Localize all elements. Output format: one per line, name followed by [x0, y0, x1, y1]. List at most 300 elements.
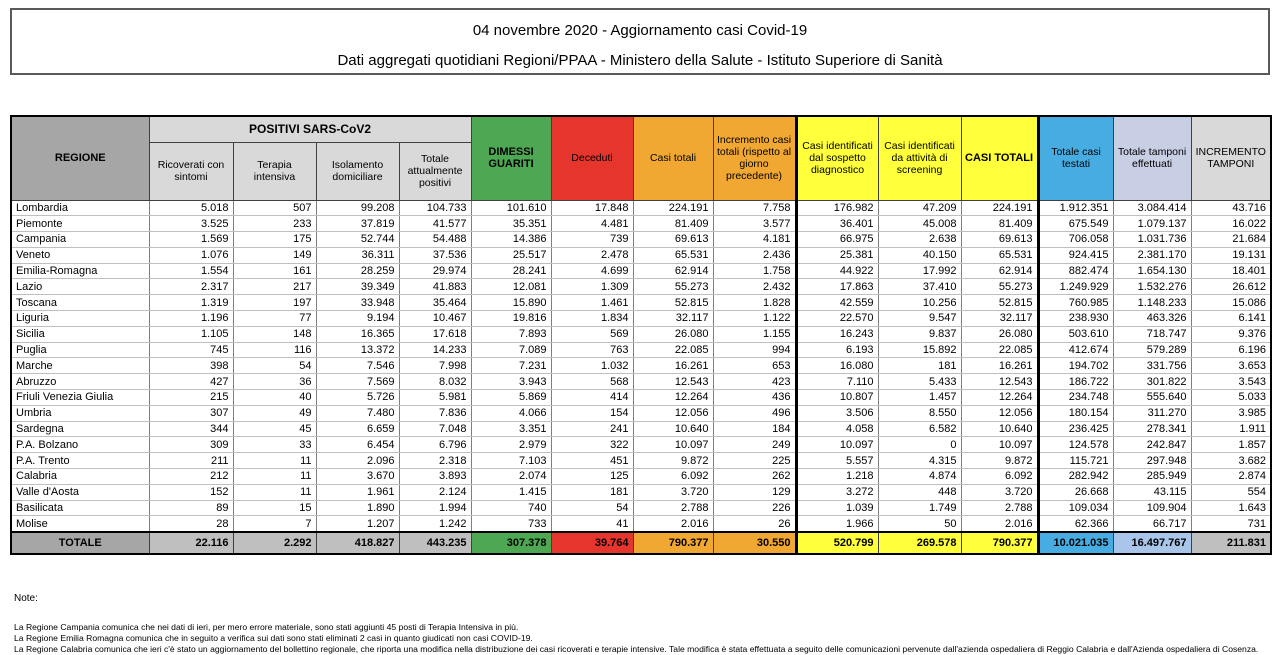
cell-incremento-casi-totali: 226 [713, 500, 796, 516]
page-subtitle: Dati aggregati quotidiani Regioni/PPAA - Ministero della Salute - Istituto Superiore di Sanità [337, 52, 943, 69]
cell-casi-screening: 6.582 [878, 421, 961, 437]
cell-incremento-tamponi: 3.543 [1191, 374, 1271, 390]
cell-casi-sospetto-diagnostico: 10.097 [796, 437, 878, 453]
cell-incremento-casi-totali: 262 [713, 469, 796, 485]
note-line: La Regione Calabria comunica che ieri c'è stato un aggiornamento del bollettino regionale, che riporta una modifica nella distribuzione dei casi ricoverati e terapie intensive. Tale modifica è stata effettuata a seguito delle comunicazioni pervenute dall'azienda ospedaliera di Reggio Calabria e dall'Azienda ospedaliera di Cosenza. [14, 643, 1259, 654]
cell-deceduti: 125 [551, 469, 633, 485]
notes-body [14, 622, 1280, 655]
region-cell: Sicilia [11, 326, 149, 342]
cell-totale-tamponi-effettuati: 718.747 [1113, 326, 1191, 342]
cell-totale-attualmente-positivi: 6.796 [399, 437, 471, 453]
region-cell: Campania [11, 232, 149, 248]
cell-casi-sospetto-diagnostico: 16.243 [796, 326, 878, 342]
column-header-incremento-tamponi: INCREMENTO TAMPONI [1191, 116, 1271, 200]
column-header-totale-casi-testati: Totale casi testati [1038, 116, 1113, 200]
cell-casi-screening: 37.410 [878, 279, 961, 295]
cell-totale-casi-testati: 924.415 [1038, 247, 1113, 263]
cell-casi-sospetto-diagnostico: 4.058 [796, 421, 878, 437]
cell-totale-tamponi-effettuati: 311.270 [1113, 405, 1191, 421]
cell-casi-sospetto-diagnostico: 5.557 [796, 453, 878, 469]
cell-casi-screening: 9.837 [878, 326, 961, 342]
cell-totale-tamponi-effettuati: 1.532.276 [1113, 279, 1191, 295]
cell-casi-totali: 10.097 [633, 437, 713, 453]
region-cell: Umbria [11, 405, 149, 421]
region-cell: Veneto [11, 247, 149, 263]
cell-terapia-intensiva: 507 [233, 200, 316, 216]
totale-cell-casi-totali: 790.377 [633, 532, 713, 554]
totale-cell-casi-screening: 269.578 [878, 532, 961, 554]
cell-casi-totali-2: 16.261 [961, 358, 1038, 374]
column-header-regione: REGIONE [11, 116, 149, 200]
cell-casi-totali: 6.092 [633, 469, 713, 485]
cell-incremento-casi-totali: 225 [713, 453, 796, 469]
cell-incremento-casi-totali: 249 [713, 437, 796, 453]
table-row [11, 453, 1271, 469]
cell-totale-casi-testati: 62.366 [1038, 516, 1113, 532]
table-row [11, 263, 1271, 279]
cell-casi-sospetto-diagnostico: 1.039 [796, 500, 878, 516]
cell-casi-sospetto-diagnostico: 36.401 [796, 216, 878, 232]
cell-deceduti: 41 [551, 516, 633, 532]
cell-casi-totali-2: 65.531 [961, 247, 1038, 263]
table-row [11, 405, 1271, 421]
cell-terapia-intensiva: 15 [233, 500, 316, 516]
cell-casi-sospetto-diagnostico: 1.966 [796, 516, 878, 532]
cell-totale-attualmente-positivi: 2.124 [399, 484, 471, 500]
cell-incremento-tamponi: 26.612 [1191, 279, 1271, 295]
cell-totale-attualmente-positivi: 41.883 [399, 279, 471, 295]
cell-dimessi-guariti: 14.386 [471, 232, 551, 248]
cell-casi-totali: 2.016 [633, 516, 713, 532]
table-row [11, 279, 1271, 295]
cell-totale-casi-testati: 1.912.351 [1038, 200, 1113, 216]
table-row [11, 342, 1271, 358]
cell-incremento-casi-totali: 184 [713, 421, 796, 437]
cell-incremento-tamponi: 9.376 [1191, 326, 1271, 342]
cell-totale-tamponi-effettuati: 301.822 [1113, 374, 1191, 390]
region-cell: Marche [11, 358, 149, 374]
cell-incremento-tamponi: 731 [1191, 516, 1271, 532]
table-row [11, 311, 1271, 327]
cell-casi-screening: 448 [878, 484, 961, 500]
cell-totale-tamponi-effettuati: 1.079.137 [1113, 216, 1191, 232]
cell-casi-totali: 2.788 [633, 500, 713, 516]
cell-casi-totali-2: 32.117 [961, 311, 1038, 327]
cell-incremento-tamponi: 1.911 [1191, 421, 1271, 437]
cell-ricoverati-con-sintomi: 398 [149, 358, 233, 374]
cell-dimessi-guariti: 28.241 [471, 263, 551, 279]
cell-ricoverati-con-sintomi: 89 [149, 500, 233, 516]
table-row [11, 516, 1271, 532]
cell-isolamento-domiciliare: 33.948 [316, 295, 399, 311]
header-group-row [11, 116, 1271, 142]
cell-casi-screening: 50 [878, 516, 961, 532]
cell-totale-attualmente-positivi: 29.974 [399, 263, 471, 279]
region-cell: P.A. Trento [11, 453, 149, 469]
note-line: La Regione Emilia Romagna comunica che in seguito a verifica sui dati sono stati eliminati 2 casi in quanto giudicati non casi COVID-19. [14, 632, 533, 643]
cell-casi-screening: 0 [878, 437, 961, 453]
cell-casi-totali: 69.613 [633, 232, 713, 248]
cell-totale-casi-testati: 706.058 [1038, 232, 1113, 248]
cell-casi-totali: 52.815 [633, 295, 713, 311]
cell-casi-totali: 9.872 [633, 453, 713, 469]
table-row [11, 484, 1271, 500]
notes-title: Note: [14, 592, 38, 604]
cell-terapia-intensiva: 54 [233, 358, 316, 374]
cell-totale-tamponi-effettuati: 278.341 [1113, 421, 1191, 437]
cell-totale-casi-testati: 194.702 [1038, 358, 1113, 374]
region-cell: Liguria [11, 311, 149, 327]
cell-casi-totali-2: 224.191 [961, 200, 1038, 216]
region-cell: Toscana [11, 295, 149, 311]
cell-incremento-tamponi: 5.033 [1191, 390, 1271, 406]
column-header-casi-totali: Casi totali [633, 116, 713, 200]
cell-ricoverati-con-sintomi: 1.196 [149, 311, 233, 327]
cell-casi-totali-2: 22.085 [961, 342, 1038, 358]
cell-terapia-intensiva: 7 [233, 516, 316, 532]
cell-totale-tamponi-effettuati: 109.904 [1113, 500, 1191, 516]
cell-totale-tamponi-effettuati: 579.289 [1113, 342, 1191, 358]
table-row [11, 247, 1271, 263]
column-header-dimessi-guariti: DIMESSI GUARITI [471, 116, 551, 200]
cell-casi-totali-2: 52.815 [961, 295, 1038, 311]
cell-totale-tamponi-effettuati: 1.654.130 [1113, 263, 1191, 279]
totale-cell-terapia-intensiva: 2.292 [233, 532, 316, 554]
cell-isolamento-domiciliare: 37.819 [316, 216, 399, 232]
cell-isolamento-domiciliare: 36.311 [316, 247, 399, 263]
cell-ricoverati-con-sintomi: 215 [149, 390, 233, 406]
cell-totale-tamponi-effettuati: 2.381.170 [1113, 247, 1191, 263]
cell-casi-totali: 22.085 [633, 342, 713, 358]
cell-ricoverati-con-sintomi: 152 [149, 484, 233, 500]
table-row [11, 216, 1271, 232]
cell-casi-totali-2: 6.092 [961, 469, 1038, 485]
cell-incremento-tamponi: 6.196 [1191, 342, 1271, 358]
cell-dimessi-guariti: 2.074 [471, 469, 551, 485]
cell-deceduti: 568 [551, 374, 633, 390]
cell-totale-attualmente-positivi: 35.464 [399, 295, 471, 311]
cell-incremento-tamponi: 3.985 [1191, 405, 1271, 421]
cell-totale-casi-testati: 412.674 [1038, 342, 1113, 358]
cell-ricoverati-con-sintomi: 1.569 [149, 232, 233, 248]
cell-incremento-tamponi: 3.653 [1191, 358, 1271, 374]
cell-ricoverati-con-sintomi: 212 [149, 469, 233, 485]
cell-terapia-intensiva: 33 [233, 437, 316, 453]
cell-dimessi-guariti: 12.081 [471, 279, 551, 295]
cell-casi-totali: 32.117 [633, 311, 713, 327]
cell-totale-casi-testati: 180.154 [1038, 405, 1113, 421]
cell-casi-sospetto-diagnostico: 3.506 [796, 405, 878, 421]
cell-casi-totali: 12.264 [633, 390, 713, 406]
table-row [11, 358, 1271, 374]
cell-deceduti: 569 [551, 326, 633, 342]
cell-incremento-casi-totali: 1.828 [713, 295, 796, 311]
cell-totale-casi-testati: 503.610 [1038, 326, 1113, 342]
cell-deceduti: 1.461 [551, 295, 633, 311]
cell-totale-casi-testati: 238.930 [1038, 311, 1113, 327]
cell-isolamento-domiciliare: 5.726 [316, 390, 399, 406]
cell-casi-sospetto-diagnostico: 176.982 [796, 200, 878, 216]
cell-deceduti: 322 [551, 437, 633, 453]
cell-dimessi-guariti: 1.415 [471, 484, 551, 500]
column-header-isolamento-domiciliare: Isolamento domiciliare [316, 142, 399, 200]
cell-incremento-tamponi: 1.643 [1191, 500, 1271, 516]
cell-terapia-intensiva: 36 [233, 374, 316, 390]
cell-casi-screening: 8.550 [878, 405, 961, 421]
cell-totale-attualmente-positivi: 14.233 [399, 342, 471, 358]
cell-totale-attualmente-positivi: 7.048 [399, 421, 471, 437]
cell-casi-totali-2: 62.914 [961, 263, 1038, 279]
cell-casi-sospetto-diagnostico: 17.863 [796, 279, 878, 295]
cell-deceduti: 1.834 [551, 311, 633, 327]
cell-incremento-casi-totali: 4.181 [713, 232, 796, 248]
cell-casi-screening: 47.209 [878, 200, 961, 216]
cell-deceduti: 181 [551, 484, 633, 500]
cell-isolamento-domiciliare: 99.208 [316, 200, 399, 216]
region-cell: Friuli Venezia Giulia [11, 390, 149, 406]
cell-totale-casi-testati: 109.034 [1038, 500, 1113, 516]
cell-casi-totali-2: 81.409 [961, 216, 1038, 232]
cell-incremento-casi-totali: 496 [713, 405, 796, 421]
cell-dimessi-guariti: 25.517 [471, 247, 551, 263]
cell-totale-attualmente-positivi: 17.618 [399, 326, 471, 342]
table-row [11, 295, 1271, 311]
region-cell: Calabria [11, 469, 149, 485]
cell-totale-attualmente-positivi: 2.318 [399, 453, 471, 469]
cell-terapia-intensiva: 11 [233, 453, 316, 469]
cell-casi-totali-2: 9.872 [961, 453, 1038, 469]
cell-totale-tamponi-effettuati: 43.115 [1113, 484, 1191, 500]
cell-ricoverati-con-sintomi: 2.317 [149, 279, 233, 295]
cell-incremento-tamponi: 15.086 [1191, 295, 1271, 311]
cell-ricoverati-con-sintomi: 5.018 [149, 200, 233, 216]
cell-incremento-tamponi: 3.682 [1191, 453, 1271, 469]
totale-cell-deceduti: 39.764 [551, 532, 633, 554]
cell-isolamento-domiciliare: 28.259 [316, 263, 399, 279]
cell-dimessi-guariti: 740 [471, 500, 551, 516]
cell-casi-screening: 40.150 [878, 247, 961, 263]
cell-dimessi-guariti: 733 [471, 516, 551, 532]
cell-totale-tamponi-effettuati: 3.084.414 [1113, 200, 1191, 216]
column-header-totale-attualmente-positivi: Totale attualmente positivi [399, 142, 471, 200]
cell-isolamento-domiciliare: 7.569 [316, 374, 399, 390]
cell-dimessi-guariti: 3.943 [471, 374, 551, 390]
cell-isolamento-domiciliare: 6.454 [316, 437, 399, 453]
cell-incremento-casi-totali: 653 [713, 358, 796, 374]
cell-terapia-intensiva: 148 [233, 326, 316, 342]
cell-deceduti: 739 [551, 232, 633, 248]
table-row [11, 326, 1271, 342]
cell-ricoverati-con-sintomi: 28 [149, 516, 233, 532]
totale-cell-totale-attualmente-positivi: 443.235 [399, 532, 471, 554]
cell-totale-casi-testati: 882.474 [1038, 263, 1113, 279]
cell-incremento-casi-totali: 3.577 [713, 216, 796, 232]
totale-cell-totale-tamponi-effettuati: 16.497.767 [1113, 532, 1191, 554]
cell-totale-tamponi-effettuati: 555.640 [1113, 390, 1191, 406]
cell-totale-casi-testati: 186.722 [1038, 374, 1113, 390]
cell-casi-totali: 26.080 [633, 326, 713, 342]
cell-incremento-casi-totali: 1.758 [713, 263, 796, 279]
cell-casi-screening: 10.256 [878, 295, 961, 311]
cell-totale-casi-testati: 124.578 [1038, 437, 1113, 453]
cell-deceduti: 414 [551, 390, 633, 406]
cell-casi-sospetto-diagnostico: 42.559 [796, 295, 878, 311]
cell-dimessi-guariti: 101.610 [471, 200, 551, 216]
cell-casi-totali-2: 3.720 [961, 484, 1038, 500]
cell-isolamento-domiciliare: 1.890 [316, 500, 399, 516]
totale-cell-totale-casi-testati: 10.021.035 [1038, 532, 1113, 554]
cell-terapia-intensiva: 149 [233, 247, 316, 263]
column-header-ricoverati-con-sintomi: Ricoverati con sintomi [149, 142, 233, 200]
region-cell: Abruzzo [11, 374, 149, 390]
cell-ricoverati-con-sintomi: 745 [149, 342, 233, 358]
cell-ricoverati-con-sintomi: 1.105 [149, 326, 233, 342]
cell-terapia-intensiva: 45 [233, 421, 316, 437]
column-header-terapia-intensiva: Terapia intensiva [233, 142, 316, 200]
cell-ricoverati-con-sintomi: 3.525 [149, 216, 233, 232]
cell-terapia-intensiva: 49 [233, 405, 316, 421]
cell-casi-totali-2: 69.613 [961, 232, 1038, 248]
cell-casi-sospetto-diagnostico: 25.381 [796, 247, 878, 263]
cell-terapia-intensiva: 175 [233, 232, 316, 248]
cell-incremento-casi-totali: 423 [713, 374, 796, 390]
cell-totale-attualmente-positivi: 5.981 [399, 390, 471, 406]
cell-incremento-tamponi: 2.874 [1191, 469, 1271, 485]
cell-dimessi-guariti: 3.351 [471, 421, 551, 437]
cell-deceduti: 1.032 [551, 358, 633, 374]
cell-incremento-tamponi: 18.401 [1191, 263, 1271, 279]
cell-dimessi-guariti: 15.890 [471, 295, 551, 311]
cell-totale-casi-testati: 115.721 [1038, 453, 1113, 469]
cell-incremento-casi-totali: 994 [713, 342, 796, 358]
totale-cell-casi-sospetto-diagnostico: 520.799 [796, 532, 878, 554]
region-cell: Puglia [11, 342, 149, 358]
cell-totale-tamponi-effettuati: 1.148.233 [1113, 295, 1191, 311]
cell-casi-totali: 81.409 [633, 216, 713, 232]
column-header-casi-screening: Casi identificati da attività di screening [878, 116, 961, 200]
cell-totale-tamponi-effettuati: 1.031.736 [1113, 232, 1191, 248]
covid-data-table [10, 115, 1272, 555]
cell-totale-casi-testati: 234.748 [1038, 390, 1113, 406]
table-row [11, 437, 1271, 453]
cell-dimessi-guariti: 5.869 [471, 390, 551, 406]
cell-totale-attualmente-positivi: 54.488 [399, 232, 471, 248]
cell-isolamento-domiciliare: 16.365 [316, 326, 399, 342]
region-cell: Molise [11, 516, 149, 532]
cell-casi-totali-2: 12.056 [961, 405, 1038, 421]
cell-totale-tamponi-effettuati: 463.326 [1113, 311, 1191, 327]
cell-ricoverati-con-sintomi: 307 [149, 405, 233, 421]
totale-cell-casi-totali-2: 790.377 [961, 532, 1038, 554]
cell-incremento-casi-totali: 1.122 [713, 311, 796, 327]
cell-dimessi-guariti: 4.066 [471, 405, 551, 421]
cell-casi-sospetto-diagnostico: 66.975 [796, 232, 878, 248]
cell-casi-totali: 224.191 [633, 200, 713, 216]
cell-isolamento-domiciliare: 2.096 [316, 453, 399, 469]
table-row [11, 469, 1271, 485]
totale-cell-isolamento-domiciliare: 418.827 [316, 532, 399, 554]
column-header-totale-tamponi-effettuati: Totale tamponi effettuati [1113, 116, 1191, 200]
cell-isolamento-domiciliare: 9.194 [316, 311, 399, 327]
cell-incremento-casi-totali: 436 [713, 390, 796, 406]
cell-isolamento-domiciliare: 3.670 [316, 469, 399, 485]
cell-casi-totali: 55.273 [633, 279, 713, 295]
cell-casi-totali-2: 10.097 [961, 437, 1038, 453]
totale-label-cell: TOTALE [11, 532, 149, 554]
cell-isolamento-domiciliare: 6.659 [316, 421, 399, 437]
cell-casi-screening: 4.874 [878, 469, 961, 485]
cell-casi-totali: 3.720 [633, 484, 713, 500]
cell-casi-totali: 12.056 [633, 405, 713, 421]
column-header-incremento-casi-totali: Incremento casi totali (rispetto al giorno precedente) [713, 116, 796, 200]
cell-isolamento-domiciliare: 1.207 [316, 516, 399, 532]
cell-casi-screening: 1.749 [878, 500, 961, 516]
cell-deceduti: 54 [551, 500, 633, 516]
cell-ricoverati-con-sintomi: 427 [149, 374, 233, 390]
cell-deceduti: 4.699 [551, 263, 633, 279]
cell-totale-casi-testati: 282.942 [1038, 469, 1113, 485]
cell-casi-sospetto-diagnostico: 3.272 [796, 484, 878, 500]
cell-casi-totali: 10.640 [633, 421, 713, 437]
table-header [11, 116, 1271, 200]
cell-dimessi-guariti: 19.816 [471, 311, 551, 327]
cell-deceduti: 1.309 [551, 279, 633, 295]
cell-totale-attualmente-positivi: 41.577 [399, 216, 471, 232]
table-row [11, 232, 1271, 248]
cell-incremento-tamponi: 19.131 [1191, 247, 1271, 263]
table-footer [11, 532, 1271, 554]
table-body [11, 200, 1271, 532]
cell-incremento-tamponi: 1.857 [1191, 437, 1271, 453]
cell-ricoverati-con-sintomi: 1.319 [149, 295, 233, 311]
cell-casi-screening: 4.315 [878, 453, 961, 469]
cell-casi-totali-2: 2.016 [961, 516, 1038, 532]
cell-casi-totali: 12.543 [633, 374, 713, 390]
cell-totale-tamponi-effettuati: 331.756 [1113, 358, 1191, 374]
cell-totale-casi-testati: 760.985 [1038, 295, 1113, 311]
cell-incremento-casi-totali: 2.436 [713, 247, 796, 263]
cell-terapia-intensiva: 40 [233, 390, 316, 406]
cell-casi-sospetto-diagnostico: 6.193 [796, 342, 878, 358]
cell-totale-attualmente-positivi: 10.467 [399, 311, 471, 327]
cell-casi-screening: 17.992 [878, 263, 961, 279]
column-group-header-positivi: POSITIVI SARS-CoV2 [149, 116, 471, 142]
table-row [11, 200, 1271, 216]
cell-deceduti: 154 [551, 405, 633, 421]
table-row [11, 500, 1271, 516]
cell-deceduti: 451 [551, 453, 633, 469]
cell-terapia-intensiva: 11 [233, 484, 316, 500]
region-cell: Basilicata [11, 500, 149, 516]
notes-section [14, 593, 1280, 655]
cell-casi-screening: 1.457 [878, 390, 961, 406]
totale-cell-ricoverati-con-sintomi: 22.116 [149, 532, 233, 554]
cell-casi-totali-2: 12.264 [961, 390, 1038, 406]
cell-terapia-intensiva: 217 [233, 279, 316, 295]
region-cell: Valle d'Aosta [11, 484, 149, 500]
cell-casi-totali: 62.914 [633, 263, 713, 279]
cell-casi-totali: 16.261 [633, 358, 713, 374]
cell-terapia-intensiva: 161 [233, 263, 316, 279]
cell-totale-attualmente-positivi: 3.893 [399, 469, 471, 485]
cell-dimessi-guariti: 7.893 [471, 326, 551, 342]
cell-incremento-casi-totali: 26 [713, 516, 796, 532]
cell-incremento-tamponi: 21.684 [1191, 232, 1271, 248]
cell-totale-attualmente-positivi: 8.032 [399, 374, 471, 390]
region-cell: P.A. Bolzano [11, 437, 149, 453]
cell-isolamento-domiciliare: 52.744 [316, 232, 399, 248]
region-cell: Piemonte [11, 216, 149, 232]
